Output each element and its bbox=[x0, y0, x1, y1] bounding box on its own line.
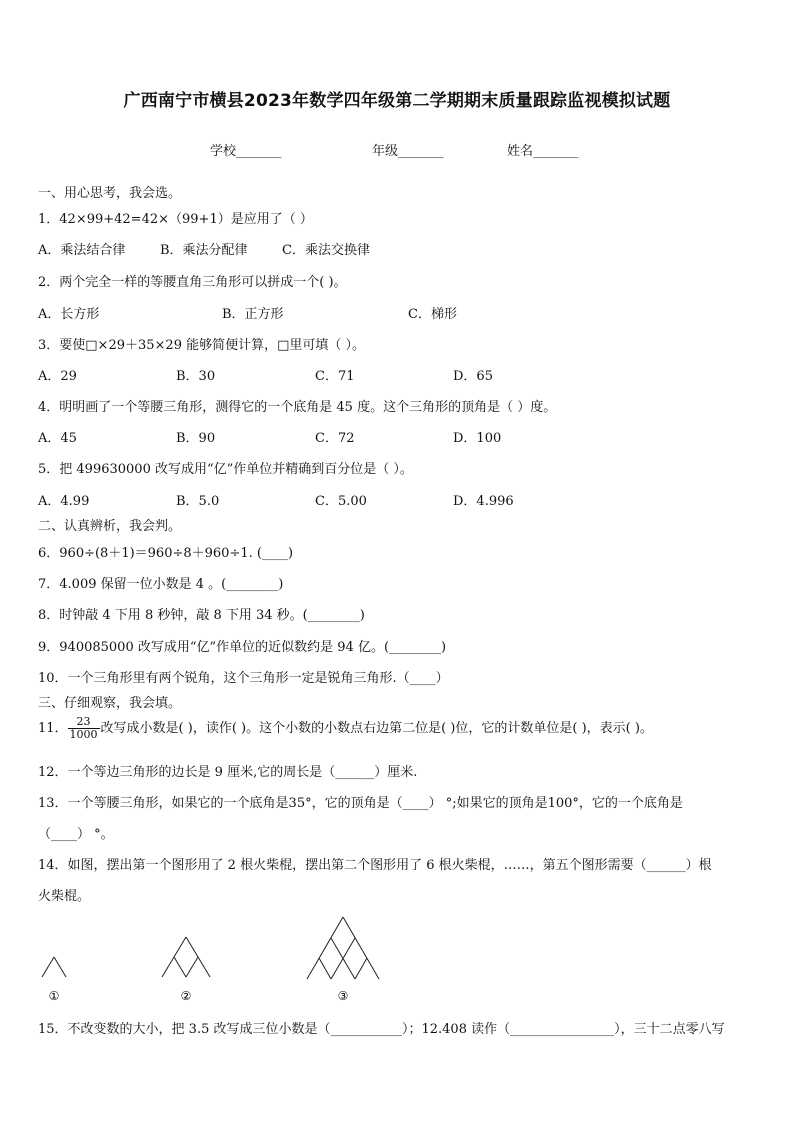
q5-option-d[interactable]: D．4.996 bbox=[453, 494, 514, 509]
grade-blank: _______ bbox=[398, 144, 444, 159]
question-14-line-2: 火柴棍。 bbox=[38, 889, 91, 904]
figure-3 bbox=[307, 917, 379, 979]
question-6: 6．960÷(8＋1)＝960÷8＋960÷1. (____) bbox=[38, 546, 294, 561]
question-12: 12．一个等边三角形的边长是 9 厘米,它的周长是（______）厘米. bbox=[38, 765, 418, 780]
q2-option-b[interactable]: B．正方形 bbox=[222, 307, 284, 322]
section-3-heading: 三、仔细观察，我会填。 bbox=[38, 696, 182, 711]
fraction bbox=[68, 716, 100, 741]
figure-1 bbox=[42, 957, 66, 977]
question-7: 7．4.009 保留一位小数是 4 。(________) bbox=[38, 577, 284, 592]
question-3: 3．要使□×29＋35×29 能够简便计算，□里可填（ ）。 bbox=[38, 338, 366, 353]
name-field[interactable]: 姓名_______ bbox=[507, 144, 579, 159]
question-1: 1．42×99+42=42×（99+1）是应用了（ ） bbox=[38, 212, 313, 227]
q4-option-b[interactable]: B．90 bbox=[176, 431, 216, 446]
q5-option-c[interactable]: C．5.00 bbox=[315, 494, 367, 509]
q4-option-a[interactable]: A．45 bbox=[38, 431, 77, 446]
name-blank: _______ bbox=[533, 144, 579, 159]
question-9: 9．940085000 改写成用“亿”作单位的近似数约是 94 亿。(________) bbox=[38, 640, 447, 655]
question-4: 4．明明画了一个等腰三角形，测得它的一个底角是 45 度。这个三角形的顶角是（ ）度。 bbox=[38, 400, 557, 415]
question-13-line-1: 13．一个等腰三角形，如果它的一个底角是35°，它的顶角是（____） °;如果它的顶角是100°，它的一个底角是 bbox=[38, 796, 683, 811]
q4-option-c[interactable]: C．72 bbox=[315, 431, 355, 446]
question-11: 11． $\frac{23}{1000}$ 改写成小数是( )，读作( )。这个小数的小数点右边第二位是( )位，它的计数单位是( )，表示( )。 bbox=[38, 715, 653, 741]
fraction-denominator: 1000 bbox=[69, 728, 98, 741]
section-1-heading: 一、用心思考，我会选。 bbox=[38, 186, 182, 201]
q5-option-a[interactable]: A．4.99 bbox=[38, 494, 90, 509]
question-15: 15．不改变数的大小，把 3.5 改写成三位小数是（___________）；12.408 读作（________________），三十二点零八写 bbox=[38, 1022, 725, 1037]
q3-option-d[interactable]: D．65 bbox=[453, 369, 493, 384]
section-2-heading: 二、认真辨析，我会判。 bbox=[38, 519, 182, 534]
page-title: 广西南宁市横县2023年数学四年级第二学期期末质量跟踪监视模拟试题 bbox=[123, 91, 671, 111]
question-13-line-2: （____） °。 bbox=[38, 827, 114, 842]
figure-3-label: ③ bbox=[337, 989, 349, 1003]
figure-2-label: ② bbox=[180, 989, 192, 1003]
q2-option-c[interactable]: C．梯形 bbox=[408, 307, 457, 322]
question-2: 2．两个完全一样的等腰直角三角形可以拼成一个( )。 bbox=[38, 275, 347, 290]
question-14-line-1: 14．如图，摆出第一个图形用了 2 根火柴棍，摆出第二个图形用了 6 根火柴棍，……，第五个图形需要（______）根 bbox=[38, 858, 712, 873]
school-blank: _______ bbox=[236, 144, 282, 159]
q1-option-c[interactable]: C．乘法交换律 bbox=[282, 243, 370, 258]
q2-option-a[interactable]: A．长方形 bbox=[38, 307, 100, 322]
figure-1-label: ① bbox=[48, 989, 60, 1003]
q3-option-b[interactable]: B．30 bbox=[176, 369, 216, 384]
q3-option-a[interactable]: A．29 bbox=[38, 369, 77, 384]
figure-2 bbox=[162, 937, 210, 977]
q4-option-d[interactable]: D．100 bbox=[453, 431, 502, 446]
grade-field[interactable]: 年级_______ bbox=[372, 144, 444, 159]
question-8: 8．时钟敲 4 下用 8 秒钟，敲 8 下用 34 秒。(________) bbox=[38, 608, 365, 623]
matchstick-figures bbox=[0, 905, 794, 1010]
q1-option-b[interactable]: B．乘法分配律 bbox=[160, 243, 248, 258]
fraction-numerator: 23 bbox=[68, 716, 100, 729]
question-10: 10．一个三角形里有两个锐角，这个三角形一定是锐角三角形.（____） bbox=[38, 671, 449, 686]
q3-option-c[interactable]: C．71 bbox=[315, 369, 355, 384]
q1-option-a[interactable]: A．乘法结合律 bbox=[38, 243, 126, 258]
question-5: 5．把 499630000 改写成用“亿”作单位并精确到百分位是（ ）。 bbox=[38, 462, 413, 477]
school-field[interactable]: 学校_______ bbox=[210, 144, 282, 159]
q5-option-b[interactable]: B．5.0 bbox=[176, 494, 220, 509]
